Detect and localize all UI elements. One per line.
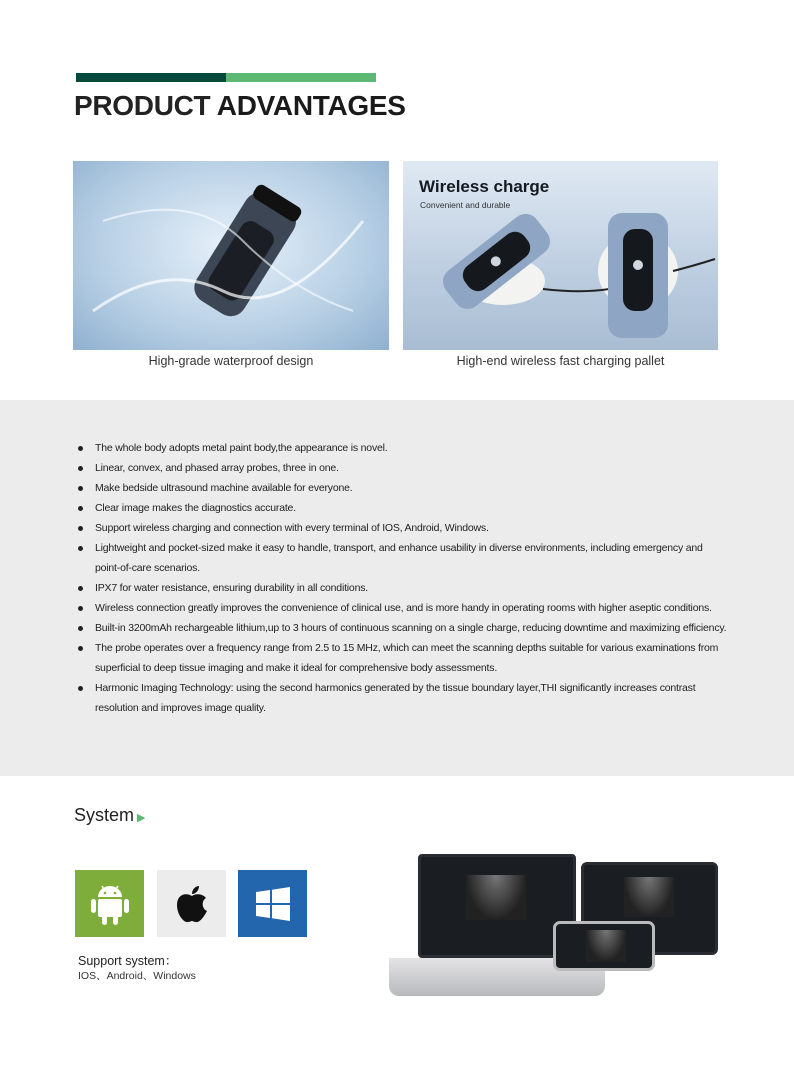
support-system-label: Support system： [78,954,178,968]
system-heading-text: System [74,805,135,825]
feature-item: Wireless connection greatly improves the convenience of clinical use, and is more handy in operating rooms with higher aseptic conditions. [78,598,728,618]
feature-list [78,438,728,718]
accent-bar-dark [76,73,226,82]
feature-item: Built-in 3200mAh rechargeable lithium,up to 3 hours of continuous scanning on a single charge, reducing downtime and maximizing efficiency. [78,618,728,638]
waterproof-probe-photo [73,161,389,350]
windows-icon [238,870,307,937]
feature-item: Linear, convex, and phased array probes, three in one. [78,458,728,478]
feature-item: Support wireless charging and connection with every terminal of IOS, Android, Windows. [78,518,728,538]
photo-caption: High-grade waterproof design [148,354,314,368]
feature-item: The whole body adopts metal paint body,the appearance is novel. [78,438,728,458]
system-heading [74,805,145,826]
wireless-charge-photo [403,161,718,350]
feature-item: Harmonic Imaging Technology: using the second harmonics generated by the tissue boundary layer,THI significantly increases contrast resolution and improves image quality. [78,678,728,718]
support-system-value: IOS、Android、Windows [78,970,196,982]
apple-icon [157,870,226,937]
feature-item: The probe operates over a frequency range from 2.5 to 15 MHz, which can meet the scanning depths suitable for various examinations from superficial to deep tissue imaging and make it ideal for comprehensive body assessments. [78,638,728,678]
feature-item: Clear image makes the diagnostics accurate. [78,498,728,518]
android-icon [75,870,144,937]
accent-bar-light [226,73,376,82]
arrow-right-icon: ▶ [137,812,146,824]
page-title: PRODUCT ADVANTAGES [74,90,406,121]
feature-item: IPX7 for water resistance, ensuring durability in all conditions. [78,578,728,598]
feature-item: Lightweight and pocket-sized make it easy to handle, transport, and enhance usability in diverse environments, including emergency and point-of-care scenarios. [78,538,728,578]
wireless-charge-title: Wireless charge [419,177,550,196]
feature-item: Make bedside ultrasound machine available for everyone. [78,478,728,498]
photo-caption: High-end wireless fast charging pallet [456,354,665,368]
phone [553,921,655,971]
wireless-charge-subtitle: Convenient and durable [420,200,511,210]
